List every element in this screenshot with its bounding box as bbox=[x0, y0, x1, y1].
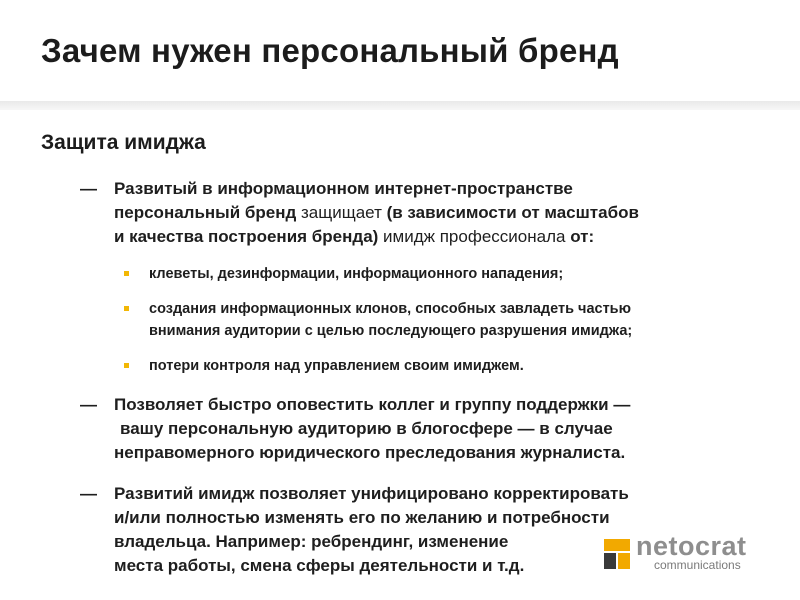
netocrat-logo-icon bbox=[602, 537, 632, 571]
bullet-item bbox=[124, 298, 724, 342]
list-item bbox=[80, 393, 720, 465]
netocrat-logo bbox=[602, 533, 772, 577]
item-line: Позволяет быстро оповестить коллег и группу поддержки — bbox=[114, 395, 631, 414]
item-text-normal: защищает bbox=[301, 203, 387, 222]
slide-title: Зачем нужен персональный бренд bbox=[41, 32, 619, 69]
bullet-line: внимания аудитории с целью последующего разрушения имиджа; bbox=[149, 323, 633, 339]
item-line: неправомерного юридического преследования журналиста. bbox=[114, 443, 626, 462]
item-text-bold: и качества построения бренда) bbox=[114, 227, 384, 246]
header-divider bbox=[0, 101, 800, 110]
bullet-square-icon bbox=[124, 363, 129, 368]
bullet-item bbox=[124, 355, 724, 377]
item-line: и/или полностью изменять его по желанию и потребности bbox=[114, 508, 610, 527]
item-text-normal: имидж профессионала bbox=[383, 227, 571, 246]
dash-marker: — bbox=[80, 395, 97, 414]
item-line: вашу персональную аудиторию в блогосфере — в случае bbox=[120, 419, 613, 438]
item-line: владельца. Например: ребрендинг, изменение bbox=[114, 532, 509, 551]
bullet-text bbox=[149, 298, 724, 342]
dash-marker: — bbox=[80, 179, 97, 198]
item-line: Развитый в информационном интернет-пространстве bbox=[114, 179, 573, 198]
logo-subtext: communications bbox=[654, 558, 741, 572]
slide-subtitle: Защита имиджа bbox=[41, 131, 206, 154]
slide-header bbox=[0, 0, 800, 103]
item-text-bold: персональный бренд bbox=[114, 203, 301, 222]
logo-wordmark: netocrat bbox=[636, 531, 747, 561]
item-text-bold: от: bbox=[570, 227, 595, 246]
bullet-square-icon bbox=[124, 306, 129, 311]
list-item-text bbox=[114, 177, 720, 249]
dash-marker: — bbox=[80, 484, 97, 503]
bullet-line: создания информационных клонов, способных завладеть частью bbox=[149, 301, 631, 317]
bullet-item bbox=[124, 263, 724, 285]
bullet-square-icon bbox=[124, 271, 129, 276]
item-line: Развитий имидж позволяет унифицировано корректировать bbox=[114, 484, 629, 503]
bullet-text: потери контроля над управлением своим имиджем. bbox=[149, 358, 524, 374]
item-text-bold: (в зависимости от масштабов bbox=[386, 203, 639, 222]
bullet-text: клеветы, дезинформации, информационного нападения; bbox=[149, 266, 564, 282]
item-line: места работы, смена сферы деятельности и т.д. bbox=[114, 556, 525, 575]
list-item bbox=[80, 177, 720, 249]
list-item-text bbox=[114, 393, 720, 465]
